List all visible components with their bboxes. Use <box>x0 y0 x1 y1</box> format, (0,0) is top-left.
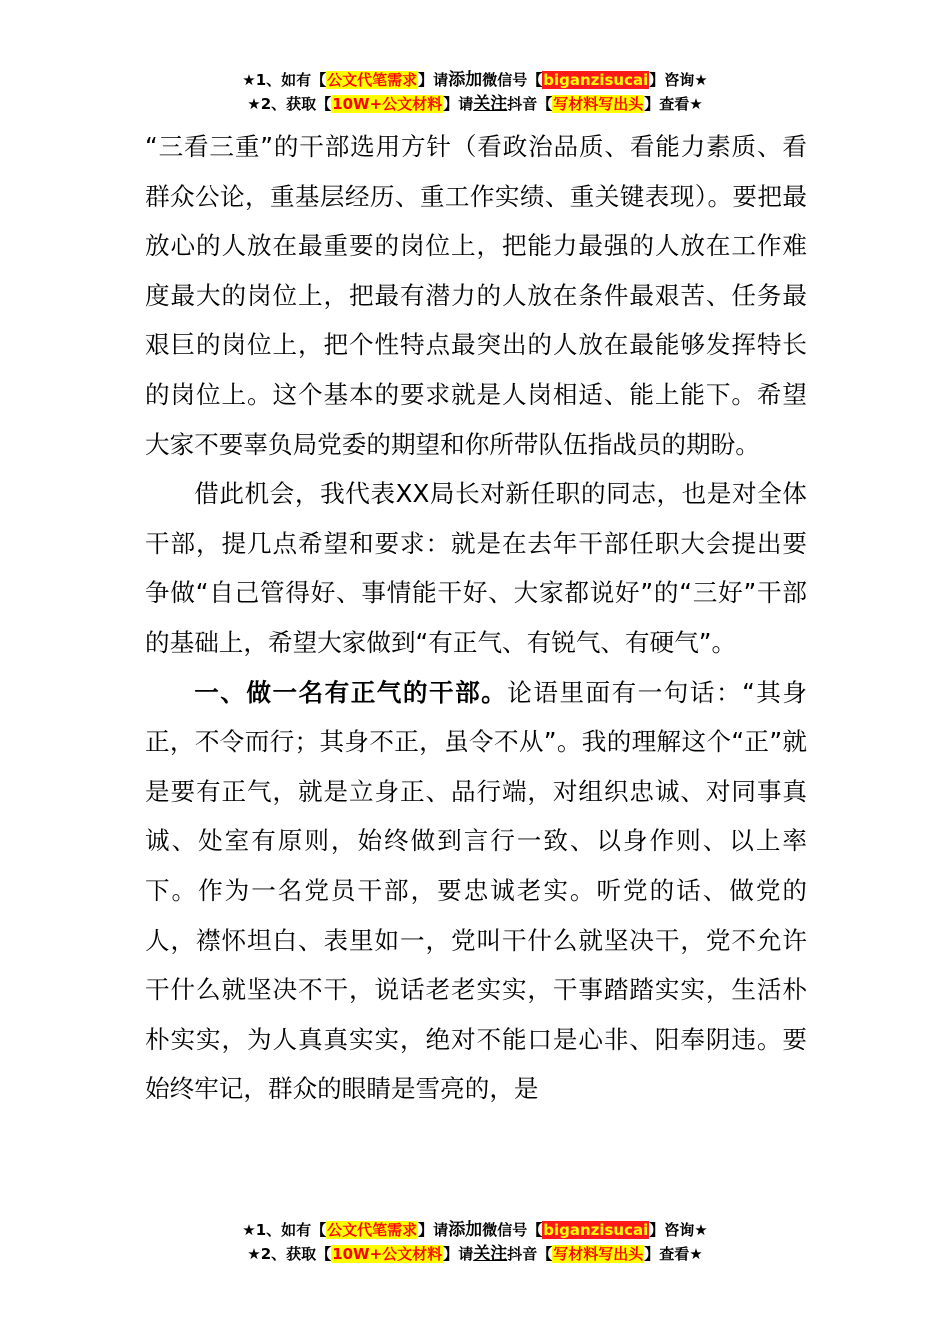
section-heading: 一、做一名有正气的干部。 <box>194 677 508 707</box>
promo-text: 】请 <box>418 1221 449 1239</box>
highlight-materials: 10W+公文材料 <box>332 95 443 113</box>
promo-text: 】查看★ <box>644 95 703 113</box>
document-body <box>145 122 807 1114</box>
paragraph-2: 借此机会，我代表XX局长对新任职的同志，也是对全体干部，提几点希望和要求：就是在去年干部任职大会提出要争做“自己管得好、事情能干好、大家都说好”的“三好”干部的基础上，希望大家做到“有正气、有锐气、有硬气”。 <box>145 479 807 657</box>
emphasis-text: 关注 <box>473 94 508 114</box>
highlight-materials: 10W+公文材料 <box>332 1245 443 1263</box>
promo-text: 】请 <box>443 95 474 113</box>
promo-text: ★2、获取【 <box>247 95 332 113</box>
promo-text: 抖音【 <box>507 1245 553 1263</box>
promo-banner-bottom <box>0 1218 950 1266</box>
promo-text: 】咨询★ <box>649 71 708 89</box>
promo-text: 】咨询★ <box>649 1221 708 1239</box>
emphasis-text: 添加 <box>448 70 483 90</box>
douyin-account: 写材料写出头 <box>553 95 644 113</box>
promo-line-2 <box>0 1242 950 1266</box>
promo-text: 】请 <box>418 71 449 89</box>
promo-banner-top <box>0 68 950 116</box>
promo-text: 微信号【 <box>482 71 543 89</box>
promo-text: ★2、获取【 <box>247 1245 332 1263</box>
wechat-id: biganzisucai <box>543 1221 649 1239</box>
emphasis-text: 添加 <box>448 1220 483 1240</box>
promo-text: 】请 <box>443 1245 474 1263</box>
wechat-id: biganzisucai <box>543 71 649 89</box>
promo-text: ★1、如有【 <box>242 71 327 89</box>
promo-line-2 <box>0 92 950 116</box>
emphasis-text: 关注 <box>473 1244 508 1264</box>
highlight-service: 公文代笔需求 <box>327 1221 418 1239</box>
promo-text: 抖音【 <box>507 95 553 113</box>
promo-text: ★1、如有【 <box>242 1221 327 1239</box>
section-text: 论语里面有一句话：“其身正，不令而行；其身不正，虽令不从”。我的理解这个“正”就是要有正气，就是立身正、品行端，对组织忠诚、对同事真诚、处室有原则，始终做到言行一致、以身作则、以上率下。作为一名党员干部，要忠诚老实。听党的话、做党的人，襟怀坦白、表里如一，党叫干什么就坚决干，党不允许干什么就坚决不干，说话老老实实，干事踏踏实实，生活朴朴实实，为人真真实实，绝对不能口是心非、阳奉阴违。要始终牢记，群众的眼睛是雪亮的，是 <box>145 677 807 1104</box>
paragraph-1: “三看三重”的干部选用方针（看政治品质、看能力素质、看群众公论，重基层经历、重工作实绩、重关键表现）。要把最放心的人放在最重要的岗位上，把能力最强的人放在工作难度最大的岗位上，把最有潜力的人放在条件最艰苦、任务最艰巨的岗位上，把个性特点最突出的人放在最能够发挥特长的岗位上。这个基本的要求就是人岗相适、能上能下。希望大家不要辜负局党委的期望和你所带队伍指战员的期盼。 <box>145 132 807 459</box>
promo-line-1 <box>0 68 950 92</box>
promo-text: 】查看★ <box>644 1245 703 1263</box>
promo-line-1 <box>0 1218 950 1242</box>
highlight-service: 公文代笔需求 <box>327 71 418 89</box>
promo-text: 微信号【 <box>482 1221 543 1239</box>
douyin-account: 写材料写出头 <box>553 1245 644 1263</box>
paragraph-3 <box>145 668 807 1114</box>
